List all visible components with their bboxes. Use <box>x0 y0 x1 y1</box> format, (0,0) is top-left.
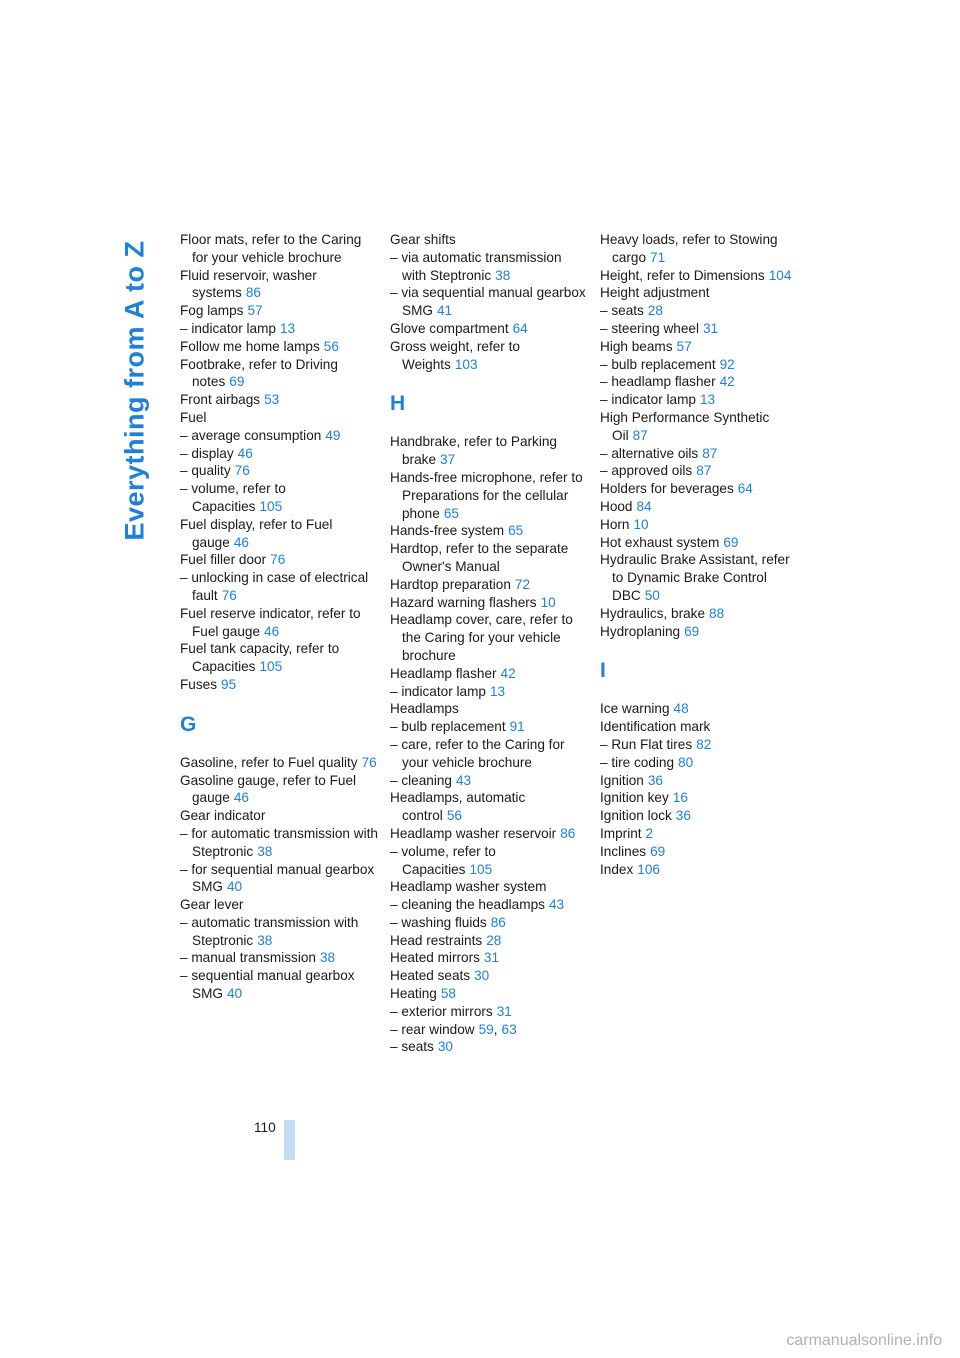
index-entry <box>390 914 588 932</box>
index-entry <box>180 605 378 641</box>
page-reference-link[interactable]: 56 <box>446 808 462 824</box>
index-entry-term: – manual transmission <box>180 950 316 966</box>
index-entry <box>390 932 588 950</box>
index-entry-term: Head restraints <box>390 932 483 948</box>
index-entry <box>390 967 588 985</box>
index-entry-term: Fuel tank capacity, refer to Capacities <box>180 641 340 675</box>
page-reference-link[interactable]: 58 <box>440 986 456 1002</box>
index-entry-term: Handbrake, refer to Parking brake <box>390 434 557 468</box>
index-entry-term: Hot exhaust system <box>600 534 720 550</box>
page-reference-link[interactable]: 65 <box>508 523 524 539</box>
page-reference-link[interactable]: 10 <box>540 594 556 610</box>
page-reference-link[interactable]: 72 <box>514 576 531 592</box>
index-entry <box>180 949 378 967</box>
index-entry-term: Ice warning <box>600 701 670 717</box>
index-entry-term: High Performance Synthetic Oil <box>600 409 770 443</box>
index-column-2 <box>390 231 588 1056</box>
page-reference-link[interactable]: 46 <box>233 790 249 806</box>
index-entry-term: – steering wheel <box>600 320 699 336</box>
index-entry <box>600 736 798 754</box>
index-entry <box>390 878 588 896</box>
index-entry <box>180 516 378 552</box>
section-letter-heading: H <box>390 392 406 416</box>
page-reference-link[interactable]: 31 <box>483 950 500 966</box>
index-entry-term: Fuel reserve indicator, refer to Fuel gauge <box>180 605 361 639</box>
index-entry-term: – unlocking in case of electrical fault <box>180 570 369 603</box>
index-entry-term: Fuel display, refer to Fuel gauge <box>180 516 333 550</box>
page-reference-link[interactable]: 105 <box>469 861 493 877</box>
index-entry <box>180 914 378 950</box>
index-entry-term: – bulb replacement <box>600 356 716 372</box>
index-entry-term: Imprint <box>600 825 642 841</box>
index-entry <box>600 320 798 338</box>
page-reference-link[interactable]: 69 <box>229 374 245 390</box>
page-reference-link[interactable]: 105 <box>259 498 283 514</box>
index-entry-term: Horn <box>600 516 630 532</box>
index-entry <box>600 807 798 825</box>
page-reference-link[interactable]: 13 <box>279 320 296 336</box>
index-entry-term: Hardtop preparation <box>390 576 511 592</box>
index-entry-term: Hydroplaning <box>600 623 681 639</box>
page-reference-link[interactable]: 76 <box>270 552 286 568</box>
watermark: carmanualsonline.info <box>786 1332 942 1349</box>
page-reference-link[interactable]: 30 <box>437 1039 453 1055</box>
index-entry <box>600 861 798 879</box>
page-reference-link[interactable]: 84 <box>636 498 652 514</box>
page-reference-link[interactable]: 37 <box>440 452 456 468</box>
index-entry <box>600 409 798 445</box>
page-reference-link[interactable]: 28 <box>647 303 663 319</box>
index-entry <box>180 480 378 516</box>
page-reference-link[interactable]: 46 <box>233 534 249 550</box>
page-reference-link[interactable]: 50 <box>644 587 660 603</box>
page-reference-link[interactable]: 86 <box>245 285 261 301</box>
index-entry-term: – Run Flat tires <box>600 736 693 752</box>
index-entry-term: Inclines <box>600 843 647 859</box>
index-entry-term: Fluid reservoir, washer systems <box>180 267 317 301</box>
index-entry <box>600 551 798 604</box>
index-entry-term: Headlamp flasher <box>390 665 497 681</box>
index-entry <box>600 480 798 498</box>
page-reference-link[interactable]: 16 <box>672 790 688 806</box>
page-reference-link[interactable]: 31 <box>703 320 719 336</box>
index-entry-term: – tire coding <box>600 754 675 770</box>
index-entry-term: Height, refer to Dimensions <box>600 267 765 283</box>
page-reference-link[interactable]: 13 <box>489 683 506 699</box>
index-entry-term: – volume, refer to Capacities <box>390 843 496 877</box>
index-entry <box>390 683 588 701</box>
page-reference-link[interactable]: 43 <box>455 772 472 788</box>
index-entry <box>390 540 588 576</box>
index-entry-term: Holders for beverages <box>600 481 734 497</box>
page-reference-link[interactable]: 48 <box>673 701 689 717</box>
page-reference-link[interactable]: 76 <box>221 587 237 603</box>
index-entry <box>390 1021 588 1039</box>
index-entry-term: Fuel <box>180 409 207 425</box>
page-reference-link[interactable]: 86 <box>560 825 576 841</box>
index-entry-term: Glove compartment <box>390 320 509 336</box>
index-entry <box>600 338 798 356</box>
index-entry <box>600 754 798 772</box>
index-entry <box>180 320 378 338</box>
index-entry-term: – indicator lamp <box>390 683 486 699</box>
index-entry-term: – sequential manual gearbox SMG <box>180 968 355 1002</box>
index-entry-term: Index <box>600 861 634 877</box>
index-entry <box>600 718 798 736</box>
page-reference-link[interactable]: 103 <box>454 356 478 372</box>
index-entry <box>600 284 798 302</box>
index-entry-term: Height adjustment <box>600 285 710 301</box>
index-entry-term: Ignition key <box>600 790 669 806</box>
index-entry <box>390 576 588 594</box>
page-reference-link[interactable]: 38 <box>495 267 511 283</box>
index-entry <box>600 445 798 463</box>
index-entry-term: – for sequential manual gearbox SMG <box>180 861 375 895</box>
index-entry-term: Headlamp washer reservoir <box>390 825 557 841</box>
page-reference-link[interactable]: 13 <box>699 392 716 408</box>
page-reference-link[interactable]: 71 <box>650 249 666 265</box>
index-entry-term: Gear indicator <box>180 808 266 824</box>
index-entry-term: Fuses <box>180 676 218 692</box>
page-reference-link[interactable]: 87 <box>696 463 712 479</box>
page-reference-link[interactable]: 92 <box>719 356 735 372</box>
index-entry <box>180 231 378 267</box>
index-entry-term: Fog lamps <box>180 303 244 319</box>
index-entry <box>600 267 798 285</box>
page-marker-bar <box>284 1120 295 1160</box>
page-reference-link[interactable]: 57 <box>247 303 263 319</box>
index-entry <box>600 516 798 534</box>
page-reference-link[interactable]: 80 <box>678 754 694 770</box>
index-entry <box>180 445 378 463</box>
index-entry <box>390 284 588 320</box>
index-entry <box>180 302 378 320</box>
index-entry-term: – exterior mirrors <box>390 1003 493 1019</box>
page-reference-link[interactable]: 42 <box>719 374 735 390</box>
index-entry <box>180 754 378 772</box>
page-reference-link[interactable]: 87 <box>632 427 648 443</box>
index-entry-term: – indicator lamp <box>180 320 276 336</box>
page-reference-link[interactable]: 38 <box>257 932 273 948</box>
page-reference-link[interactable]: 40 <box>226 986 243 1002</box>
index-entry-term: Gear shifts <box>390 232 456 247</box>
index-entry <box>390 594 588 612</box>
index-entry-term: Hands-free microphone, refer to Preparations for the cellular phone <box>390 469 583 521</box>
index-entry-term: – volume, refer to Capacities <box>180 481 286 514</box>
index-entry-term: Gasoline, refer to Fuel quality <box>180 754 358 770</box>
index-entry-term: Identification mark <box>600 719 711 735</box>
index-entry-term: Hands-free system <box>390 523 505 539</box>
index-entry <box>180 551 378 569</box>
page-reference-link[interactable]: 31 <box>496 1003 512 1019</box>
index-entry-term: – automatic transmission with Steptronic <box>180 914 359 948</box>
page-reference-link[interactable]: 69 <box>684 623 700 639</box>
index-entry <box>390 772 588 790</box>
page-reference-link[interactable]: 87 <box>702 445 718 461</box>
index-entry <box>180 896 378 914</box>
page-reference-link[interactable]: 76 <box>234 463 250 479</box>
index-entry <box>180 391 378 409</box>
index-entry <box>180 569 378 605</box>
index-entry-term: Heavy loads, refer to Stowing cargo <box>600 232 778 265</box>
index-entry-term: – average consumption <box>180 427 322 443</box>
page-reference-link[interactable]: 53 <box>264 392 280 408</box>
index-entry <box>600 825 798 843</box>
index-entry <box>390 985 588 1003</box>
index-entry <box>180 861 378 897</box>
index-entry <box>180 356 378 392</box>
index-entry <box>390 789 588 825</box>
index-entry-term: Footbrake, refer to Driving notes <box>180 356 338 390</box>
index-entry-term: – washing fluids <box>390 914 487 930</box>
page-reference-link[interactable]: 2 <box>645 825 654 841</box>
index-entry-term: Ignition lock <box>600 808 672 824</box>
page-reference-link[interactable]: 30 <box>474 968 490 984</box>
page-reference-link[interactable]: 88 <box>709 605 725 621</box>
index-entry <box>600 789 798 807</box>
index-entry <box>390 718 588 736</box>
index-entry <box>180 676 378 694</box>
index-entry <box>390 700 588 718</box>
index-entry <box>600 231 798 267</box>
index-entry-term: – quality <box>180 463 231 479</box>
page-reference-link[interactable]: 28 <box>486 932 502 948</box>
page-reference-link[interactable]: 43 <box>548 897 565 913</box>
index-entry <box>390 949 588 967</box>
index-entry <box>600 462 798 480</box>
page-reference-link[interactable]: 57 <box>676 338 692 354</box>
index-entry-term: – care, refer to the Caring for your vehicle brochure <box>390 736 565 770</box>
index-column-1 <box>180 231 378 1003</box>
index-entry-term: Hood <box>600 498 633 514</box>
index-entry <box>390 843 588 879</box>
side-section-title <box>118 230 152 550</box>
index-entry-term: – alternative oils <box>600 445 699 461</box>
index-entry <box>600 843 798 861</box>
page-reference-link[interactable]: 36 <box>675 808 691 824</box>
index-entry <box>600 700 798 718</box>
index-entry <box>390 1038 588 1056</box>
index-entry-term: Gear lever <box>180 897 244 913</box>
page-reference-link[interactable]: 105 <box>259 659 283 675</box>
index-entry-term: Ignition <box>600 772 644 788</box>
index-entry-term: Headlamps, automatic control <box>390 790 526 824</box>
page-reference-link[interactable]: 65 <box>443 505 459 521</box>
index-entry <box>390 611 588 664</box>
index-entry <box>180 338 378 356</box>
index-entry-term: – seats <box>390 1039 434 1055</box>
index-entry-term: Gross weight, refer to Weights <box>390 338 520 372</box>
index-entry-term: – rear window <box>390 1021 475 1037</box>
page-ref-separator: , <box>493 1021 498 1037</box>
page-reference-link[interactable]: 38 <box>320 950 336 966</box>
index-entry <box>600 356 798 374</box>
page-reference-link[interactable]: 64 <box>737 481 753 497</box>
index-entry-term: – seats <box>600 303 644 319</box>
page-reference-link[interactable]: 36 <box>647 772 663 788</box>
index-entry <box>600 534 798 552</box>
index-entry <box>390 665 588 683</box>
section-letter-heading: G <box>180 712 197 736</box>
index-entry <box>390 1003 588 1021</box>
index-entry <box>180 807 378 825</box>
page-reference-link[interactable]: 69 <box>650 843 666 859</box>
index-entry <box>600 373 798 391</box>
index-entry <box>600 498 798 516</box>
page-reference-link[interactable]: 59 <box>478 1021 494 1037</box>
index-entry <box>600 302 798 320</box>
index-entry <box>390 338 588 374</box>
index-entry-term: Heated mirrors <box>390 950 480 966</box>
index-entry-term: Headlamp washer system <box>390 879 547 895</box>
index-entry-term: Fuel filler door <box>180 552 267 568</box>
index-entry-term: – cleaning <box>390 772 452 788</box>
page-reference-link[interactable]: 95 <box>221 676 237 692</box>
index-entry <box>180 462 378 480</box>
index-entry <box>390 249 588 285</box>
index-entry-term: – headlamp flasher <box>600 374 716 390</box>
index-entry <box>180 427 378 445</box>
index-entry <box>600 605 798 623</box>
index-entry <box>390 320 588 338</box>
page-reference-link[interactable]: 56 <box>323 338 339 354</box>
page-reference-link[interactable]: 38 <box>257 843 273 859</box>
index-entry <box>390 896 588 914</box>
index-entry-term: Hydraulic Brake Assistant, refer to Dynamic Brake Control DBC <box>600 552 790 603</box>
index-entry <box>180 640 378 676</box>
index-entry-term: – bulb replacement <box>390 719 506 735</box>
index-entry-term: – display <box>180 445 234 461</box>
index-entry <box>600 391 798 409</box>
side-section-title-text: Everything from A to Z <box>119 239 150 541</box>
index-entry-term: High beams <box>600 338 673 354</box>
index-entry <box>390 469 588 522</box>
index-entry <box>390 433 588 469</box>
page-reference-link[interactable]: 76 <box>361 754 377 770</box>
index-entry <box>390 231 588 249</box>
index-entry <box>390 825 588 843</box>
page-reference-link[interactable]: 86 <box>490 914 506 930</box>
index-entry-term: Follow me home lamps <box>180 338 320 354</box>
index-entry <box>600 623 798 641</box>
index-entry-term: – indicator lamp <box>600 392 696 408</box>
page-reference-link[interactable]: 40 <box>226 879 243 895</box>
page-reference-link[interactable]: 104 <box>768 267 792 283</box>
page-reference-link[interactable]: 91 <box>509 719 525 735</box>
index-entry-term: – for automatic transmission with Steptronic <box>180 825 378 859</box>
index-entry-term: Front airbags <box>180 392 261 408</box>
page-reference-link[interactable]: 10 <box>633 516 649 532</box>
page-reference-link[interactable]: 46 <box>264 623 280 639</box>
section-letter-heading: I <box>600 659 606 683</box>
page-reference-link[interactable]: 64 <box>512 320 528 336</box>
index-entry <box>180 825 378 861</box>
page-reference-link[interactable]: 106 <box>637 861 660 877</box>
index-entry-term: – via automatic transmission with Steptronic <box>390 249 562 283</box>
page-number: 110 <box>254 1120 276 1135</box>
index-entry-term: – cleaning the headlamps <box>390 897 545 913</box>
index-entry-term: Hardtop, refer to the separate Owner's Manual <box>390 541 569 574</box>
index-entry-term: Headlamps <box>390 701 459 717</box>
index-entry <box>180 267 378 303</box>
index-entry <box>390 522 588 540</box>
index-entry-term: – via sequential manual gearbox SMG <box>390 285 586 319</box>
index-entry-term: Hazard warning flashers <box>390 594 537 610</box>
index-entry <box>390 736 588 772</box>
index-entry <box>600 772 798 790</box>
index-entry-term: Heating <box>390 986 437 1002</box>
index-entry <box>180 772 378 808</box>
index-entry-term: Headlamp cover, care, refer to the Caring for your vehicle brochure <box>390 612 573 663</box>
page-reference-link[interactable]: 46 <box>237 445 253 461</box>
page-reference-link[interactable]: 42 <box>500 665 516 681</box>
index-entry-term: Hydraulics, brake <box>600 605 706 621</box>
index-entry-term: – approved oils <box>600 463 693 479</box>
page-reference-link[interactable]: 69 <box>723 534 739 550</box>
index-entry-term: Gasoline gauge, refer to Fuel gauge <box>180 772 357 806</box>
index-entry <box>180 967 378 1003</box>
page-reference-link[interactable]: 63 <box>501 1021 517 1037</box>
page-reference-link[interactable]: 82 <box>696 736 712 752</box>
index-column-3 <box>600 231 798 878</box>
index-entry <box>180 409 378 427</box>
page-reference-link[interactable]: 41 <box>436 303 453 319</box>
index-entry-term: Floor mats, refer to the Caring for your vehicle brochure <box>180 232 362 265</box>
page-reference-link[interactable]: 49 <box>325 427 341 443</box>
index-entry-term: Heated seats <box>390 968 471 984</box>
